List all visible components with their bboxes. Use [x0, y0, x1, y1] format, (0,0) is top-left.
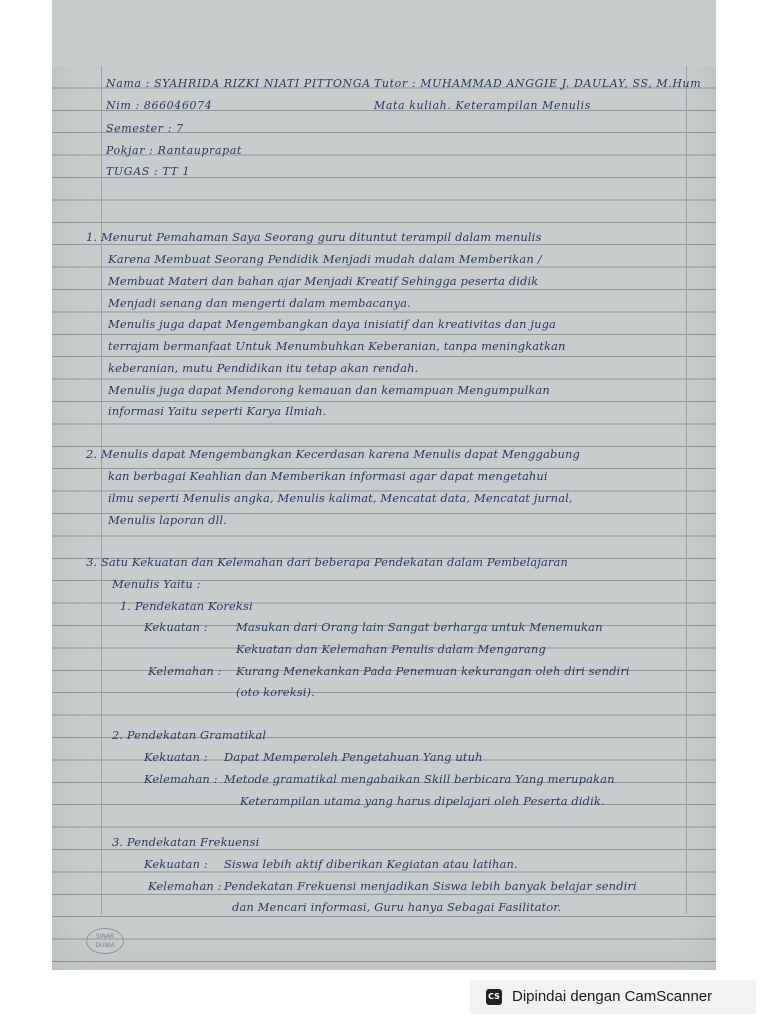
answer-3-line: 3. Satu Kekuatan dan Kelemahan dari beberapa Pendekatan dalam Pembelajaran [86, 555, 568, 569]
approach-weakness: Kelemahan : Pendekatan Frekuensi menjadikan Siswa lebih banyak belajar sendiri [148, 879, 637, 893]
answer-2-line: 2. Menulis dapat Mengembangkan Kecerdasan karena Menulis dapat Menggabung [86, 447, 580, 461]
approach-title: 2. Pendekatan Gramatikal [112, 728, 267, 742]
header-row-1 [52, 73, 716, 95]
assignment: TUGAS : TT 1 [106, 165, 191, 178]
approach-title: 3. Pendekatan Frekuensi [112, 835, 260, 849]
approach-weakness-cont: Keterampilan utama yang harus dipelajari oleh Peserta didik. [240, 794, 605, 808]
camscanner-icon: CS [486, 989, 502, 1005]
answer-1-line: terrajam bermanfaat Untuk Menumbuhkan Keberanian, tanpa meningkatkan [108, 339, 566, 353]
notebook-page [52, 0, 716, 970]
student-nim: Nim : 866046074 [106, 99, 213, 112]
header-row-2 [52, 95, 716, 117]
student-name: Nama : SYAHRIDA RIZKI NIATI PITTONGA [106, 77, 371, 90]
course-name: Mata kuliah. Keterampilan Menulis [374, 99, 591, 112]
answer-1-line: 1. Menurut Pemahaman Saya Seorang guru dituntut terampil dalam menulis [86, 230, 542, 244]
approach-title: 1. Pendekatan Koreksi [120, 599, 253, 613]
answer-2-line: ilmu seperti Menulis angka, Menulis kalimat, Mencatat data, Mencatat jurnal, [108, 491, 573, 505]
tutor-name: Tutor : MUHAMMAD ANGGIE J. DAULAY, SS, M.Hum [374, 77, 702, 90]
answer-2-line: Menulis laporan dll. [108, 513, 227, 527]
semester: Semester : 7 [106, 122, 184, 135]
pokjar: Pokjar : Rantauprapat [106, 144, 242, 157]
answer-1-line: Membuat Materi dan bahan ajar Menjadi Kreatif Sehingga peserta didik [108, 274, 539, 288]
approach-weakness: Kelemahan : Kurang Menekankan Pada Penemuan kekurangan oleh diri sendiri [148, 664, 630, 678]
header-row-5 [52, 161, 716, 183]
answer-1-line: Menulis juga dapat Mendorong kemauan dan kemampuan Mengumpulkan [108, 383, 550, 397]
header-row-3 [52, 118, 716, 140]
approach-weakness: Kelemahan : Metode gramatikal mengabaikan Skill berbicara Yang merupakan [144, 772, 615, 786]
approach-strength-cont: Kekuatan dan Kelemahan Penulis dalam Mengarang [236, 642, 546, 656]
answer-1-line: Karena Membuat Seorang Pendidik Menjadi mudah dalam Memberikan / [108, 252, 542, 266]
answer-1-line: informasi Yaitu seperti Karya Ilmiah. [108, 404, 327, 418]
answer-3-line: Menulis Yaitu : [112, 577, 201, 591]
header-row-4 [52, 140, 716, 162]
approach-weakness-cont: (oto koreksi). [236, 685, 315, 699]
approach-strength: Kekuatan : Siswa lebih aktif diberikan Kegiatan atau latihan. [144, 857, 518, 871]
approach-weakness-cont: dan Mencari informasi, Guru hanya Sebagai Fasilitator. [232, 900, 562, 914]
sinar-dunia-logo: SINAR DUNIA [86, 928, 124, 954]
camscanner-label: Dipindai dengan CamScanner [512, 988, 713, 1005]
answer-1-line: Menulis juga dapat Mengembangkan daya inisiatif dan kreativitas dan juga [108, 317, 557, 331]
approach-strength: Kekuatan : Masukan dari Orang lain Sangat berharga untuk Menemukan [144, 620, 603, 634]
answer-1-line: keberanian, mutu Pendidikan itu tetap akan rendah. [108, 361, 419, 375]
answer-1-line: Menjadi senang dan mengerti dalam membacanya. [108, 296, 411, 310]
answer-2-line: kan berbagai Keahlian dan Memberikan informasi agar dapat mengetahui [108, 469, 548, 483]
approach-strength: Kekuatan : Dapat Memperoleh Pengetahuan Yang utuh [144, 750, 483, 764]
camscanner-watermark [470, 980, 756, 1014]
